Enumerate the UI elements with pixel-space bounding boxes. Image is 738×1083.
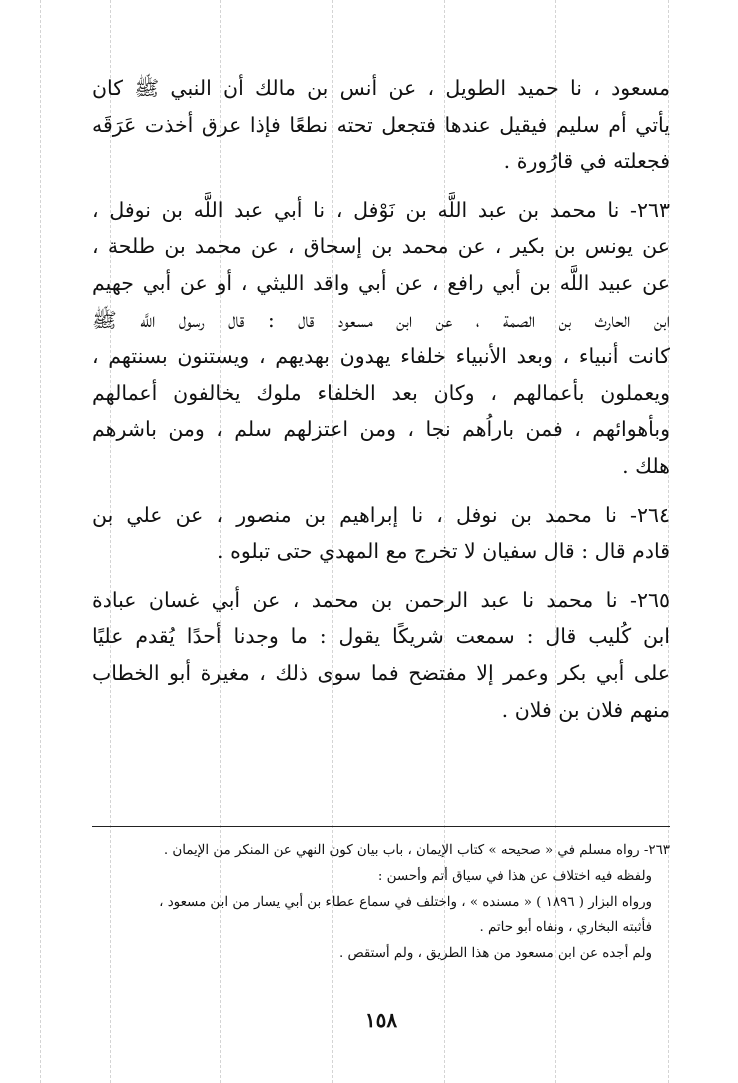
footnote-line: ورواه البزار ( ١٨٩٦ ) « مسنده » ، واختلف في سماع عطاء بن أبي يسار من ابن مسعود ، [159,894,652,910]
text-line: ٢٦٣- نا محمد بن عبد اللَّه بن نَوْفل ، نا أبي عبد اللَّه بن نوفل ، [92,197,670,222]
hadith-265 [92,582,670,728]
text-line: ويعملون بأعمالهم ، وكان بعد الخلفاء ملوك يخالفون أعمالهم [92,380,670,405]
footnote-line: فأثبته البخاري ، ونفاه أبو حاتم . [479,920,652,936]
text-line: قادم قال : قال سفيان لا تخرج مع المهدي حتى تبلوه . [217,539,670,564]
text-line: هلك . [622,453,670,478]
footnote-line: ولفظه فيه اختلاف عن هذا في سياق أتم وأحسن : [377,868,652,884]
text-line: فجعلته في قارُورة . [503,149,670,174]
text-line: ابن كُليب قال : سمعت شريكًا يقول : ما وجدنا أحدًا يُقدم عليًا [92,624,670,649]
main-text [92,70,670,740]
footnote-line: ٢٦٣- رواه مسلم في « صحيحه » كتاب الإيمان ، باب بيان كون النهي عن المنكر من الإيمان . [163,843,670,858]
text-line: ٢٦٥- نا محمد نا عبد الرحمن بن محمد ، عن أبي غسان عبادة [92,587,670,612]
text-line: يأتي أم سليم فيقيل عندها فتجعل تحته نطعًا فإذا عرق أخذت عَرَقَه [92,112,670,137]
hadith-264 [92,497,670,570]
page-number: ١٥٨ [364,1008,398,1032]
text-line: كانت أنبياء ، وبعد الأنبياء خلفاء يهدون بهديهم ، ويستنون بسنتهم ، [92,344,670,369]
hadith-263 [92,192,670,485]
grid-line [40,0,41,1083]
text-line: عن يونس بن بكير ، عن محمد بن إسحاق ، عن محمد بن طلحة ، [92,234,670,259]
footnote-line: ولم أجده عن ابن مسعود من هذا الطريق ، ولم أستقص . [338,946,652,962]
text-line: على أبي بكر وعمر إلا مفتضح فما سوى ذلك ، مغيرة أبو الخطاب [92,660,670,685]
book-page [92,0,670,1083]
text-line: مسعود ، نا حميد الطويل ، عن أنس بن مالك أن النبي ﷺ كان [92,76,670,100]
text-line: منهم فلان بن فلان . [501,697,670,722]
text-line: ٢٦٤- نا محمد بن نوفل ، نا إبراهيم بن منصور ، عن علي بن [92,502,670,527]
footnotes [92,838,670,967]
paragraph-continuation [92,70,670,180]
text-line: عن عبيد اللَّه بن أبي رافع ، عن أبي واقد الليثي ، أو عن أبي جهيم [92,270,670,295]
text-line: ابن الحارث بن الصمة ، عن ابن مسعود قال : قال رسول اللَّه ﷺ [92,307,670,332]
text-line: وبأهوائهم ، فمن باراُهم نجا ، ومن اعتزلهم سلم ، ومن باشرهم [92,417,670,442]
footnote-divider [92,826,670,827]
